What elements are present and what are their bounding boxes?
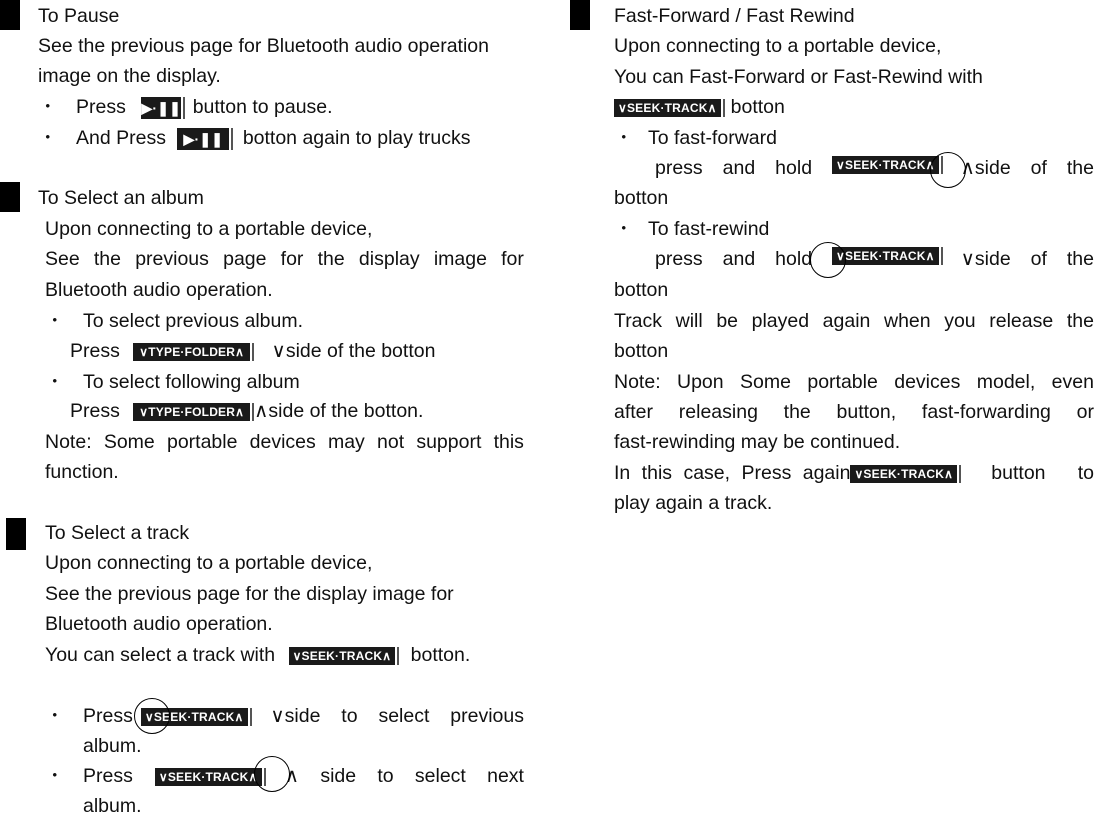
ff-line: You can Fast-Forward or Fast-Rewind with — [614, 66, 983, 88]
track-title: To Select a track — [45, 522, 190, 544]
type-folder-button-icon: ∨TYPE·FOLDER∧ — [133, 343, 252, 361]
track-item: Press ∨SEEK·TRACK∧ ∨side to select previous — [83, 705, 524, 727]
pause-item: ・ And Press ▶·❚❚ botton again to play trucks — [38, 127, 471, 149]
seek-track-button-icon: ∨SEEK·TRACK∧ — [614, 99, 723, 117]
track-item-cont: album. — [83, 795, 142, 817]
highlight-circle — [930, 152, 966, 188]
ff-line: ∨SEEK·TRACK∧ botton — [614, 95, 785, 119]
album-press: Press ∨TYPE·FOLDER∧ ∨side of the botton — [70, 340, 436, 362]
ff-case: play again a track. — [614, 492, 773, 514]
highlight-circle — [134, 698, 170, 734]
pause-item: ・ Press ▶·❚❚ button to pause. — [38, 96, 333, 118]
track-line: Upon connecting to a portable device, — [45, 552, 373, 574]
ff-note: fast-rewinding may be continued. — [614, 431, 901, 453]
track-item — [45, 704, 83, 728]
seek-track-button-icon: ∨SEEK·TRACK∧ — [289, 647, 398, 665]
album-title: To Select an album — [38, 187, 204, 209]
pause-line: See the previous page for Bluetooth audio operation — [38, 35, 489, 57]
album-line: Bluetooth audio operation. — [45, 279, 273, 301]
album-line: See the previous page for the display image for — [45, 248, 524, 270]
album-note: function. — [45, 461, 119, 483]
highlight-circle — [810, 242, 846, 278]
play-pause-icon: ▶·❚❚ — [177, 128, 231, 150]
bullet: ・ — [45, 371, 65, 393]
seek-track-button-icon: ∨SEEK·TRACK∧ — [155, 768, 264, 786]
ff-release: Track will be played again when you release the — [614, 310, 1094, 332]
seek-track-button-icon: ∨SEEK·TRACK∧ — [850, 465, 959, 483]
track-line: See the previous page for the display image for — [45, 583, 454, 605]
bullet: ・ — [45, 310, 65, 332]
track-item — [45, 764, 83, 788]
album-press: Press ∨TYPE·FOLDER∧ ∧side of the botton. — [70, 400, 424, 422]
bullet: ・ — [38, 127, 58, 149]
ff-title: Fast-Forward / Fast Rewind — [614, 5, 855, 27]
bullet: ・ — [38, 96, 58, 118]
ff-cont: botton — [614, 187, 669, 209]
pause-line: image on the display. — [38, 65, 221, 87]
bullet: ・ — [614, 218, 634, 240]
ff-case: In this case, Press again ∨SEEK·TRACK∧ button to — [614, 462, 1094, 484]
track-item: Press ∨SEEK·TRACK∧ ∧ side to select next — [83, 765, 524, 787]
section-marker — [6, 518, 26, 550]
track-line: You can select a track with ∨SEEK·TRACK∧ botton. — [45, 644, 471, 666]
track-line: Bluetooth audio operation. — [45, 613, 273, 635]
ff-item: press and hold ∨SEEK·TRACK∧ ∧side of the — [655, 157, 1094, 179]
bullet: ・ — [45, 705, 65, 727]
ff-note: Note: Upon Some portable devices model, even — [614, 371, 1094, 393]
section-marker — [0, 182, 20, 212]
play-pause-icon: ▶·❚❚ — [141, 97, 183, 119]
ff-item: ・ To fast-forward — [614, 127, 777, 149]
bullet: ・ — [45, 765, 65, 787]
album-item: ・ To select previous album. — [45, 310, 304, 332]
ff-release: botton — [614, 340, 669, 362]
pause-title: To Pause — [38, 5, 120, 27]
ff-cont: botton — [614, 279, 669, 301]
track-item-cont: album. — [83, 735, 142, 757]
seek-track-button-icon: ∨SEEK·TRACK∧ — [832, 247, 941, 265]
section-marker — [570, 0, 590, 30]
album-note: Note: Some portable devices may not support this — [45, 431, 524, 453]
ff-line: Upon connecting to a portable device, — [614, 35, 942, 57]
bullet: ・ — [614, 127, 634, 149]
seek-track-button-icon: ∨SEEK·TRACK∧ — [832, 156, 941, 174]
ff-item: ・ To fast-rewind — [614, 218, 770, 240]
album-line: Upon connecting to a portable device, — [45, 218, 373, 240]
ff-item: press and hold ∨SEEK·TRACK∧ ∨side of the — [655, 248, 1094, 270]
section-marker — [0, 0, 20, 30]
type-folder-button-icon: ∨TYPE·FOLDER∧ — [133, 403, 252, 421]
ff-note: after releasing the button, fast-forwarding or — [614, 401, 1094, 423]
highlight-circle — [254, 756, 290, 792]
album-item: ・ To select following album — [45, 371, 300, 393]
seek-track-button-icon: ∨SEEK·TRACK∧ — [141, 708, 250, 726]
